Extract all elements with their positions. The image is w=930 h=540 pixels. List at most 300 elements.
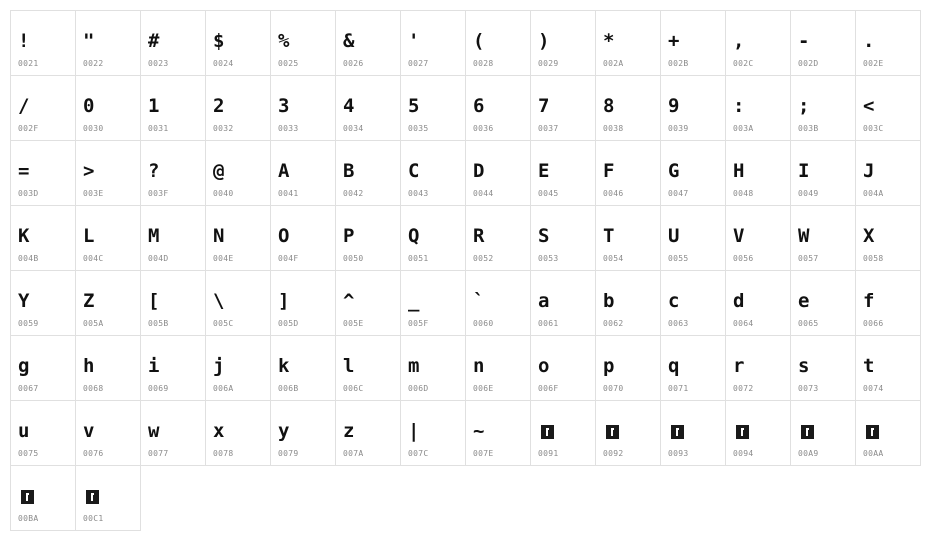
glyph-preview: ? bbox=[148, 160, 160, 182]
glyph-preview: e bbox=[798, 290, 810, 312]
glyph-code: 0079 bbox=[278, 449, 299, 458]
glyph-code: 002A bbox=[603, 59, 624, 68]
glyph-code: 0078 bbox=[213, 449, 234, 458]
glyph-cell[interactable] bbox=[595, 10, 661, 76]
glyph-code: 0069 bbox=[148, 384, 169, 393]
glyph-preview: Z bbox=[83, 290, 95, 312]
glyph-code: 0039 bbox=[668, 124, 689, 133]
glyph-code: 002C bbox=[733, 59, 754, 68]
glyph-preview: M bbox=[148, 225, 160, 247]
glyph-code: 002E bbox=[863, 59, 884, 68]
glyph-code: 0026 bbox=[343, 59, 364, 68]
glyph-code: 0029 bbox=[538, 59, 559, 68]
glyph-preview: 3 bbox=[278, 95, 290, 117]
glyph-preview: y bbox=[278, 420, 290, 442]
glyph-preview: < bbox=[863, 95, 875, 117]
glyph-cell[interactable] bbox=[530, 75, 596, 141]
glyph-preview: z bbox=[343, 420, 355, 442]
glyph-code: 0036 bbox=[473, 124, 494, 133]
glyph-code: 0043 bbox=[408, 189, 429, 198]
glyph-preview: s bbox=[798, 355, 810, 377]
glyph-cell[interactable] bbox=[75, 75, 141, 141]
glyph-preview: l bbox=[343, 355, 355, 377]
glyph-preview: | bbox=[408, 420, 420, 442]
glyph-code: 007A bbox=[343, 449, 364, 458]
glyph-cell[interactable] bbox=[465, 75, 531, 141]
glyph-grid bbox=[10, 10, 920, 530]
glyph-cell[interactable] bbox=[75, 335, 141, 401]
glyph-cell[interactable] bbox=[400, 400, 466, 466]
glyph-preview: G bbox=[668, 160, 680, 182]
glyph-cell[interactable] bbox=[335, 140, 401, 206]
glyph-code: 004A bbox=[863, 189, 884, 198]
glyph-cell[interactable] bbox=[10, 140, 76, 206]
glyph-code: 006F bbox=[538, 384, 559, 393]
glyph-cell[interactable] bbox=[400, 335, 466, 401]
glyph-code: 0073 bbox=[798, 384, 819, 393]
glyph-preview: P bbox=[343, 225, 355, 247]
glyph-preview: 2 bbox=[213, 95, 225, 117]
glyph-cell[interactable] bbox=[530, 335, 596, 401]
glyph-preview: R bbox=[473, 225, 485, 247]
missing-glyph-icon bbox=[21, 490, 34, 504]
glyph-code: 0060 bbox=[473, 319, 494, 328]
glyph-cell[interactable] bbox=[335, 335, 401, 401]
glyph-cell[interactable] bbox=[595, 75, 661, 141]
glyph-cell[interactable] bbox=[140, 75, 206, 141]
glyph-preview: X bbox=[863, 225, 875, 247]
glyph-cell[interactable] bbox=[465, 335, 531, 401]
glyph-cell[interactable] bbox=[205, 140, 271, 206]
glyph-code: 005B bbox=[148, 319, 169, 328]
glyph-cell[interactable] bbox=[75, 205, 141, 271]
glyph-preview: ( bbox=[473, 30, 485, 52]
glyph-code: 0035 bbox=[408, 124, 429, 133]
glyph-code: 0041 bbox=[278, 189, 299, 198]
glyph-code: 0056 bbox=[733, 254, 754, 263]
glyph-code: 0040 bbox=[213, 189, 234, 198]
glyph-code: 0071 bbox=[668, 384, 689, 393]
glyph-preview: W bbox=[798, 225, 810, 247]
glyph-cell[interactable] bbox=[725, 10, 791, 76]
glyph-code: 0050 bbox=[343, 254, 364, 263]
glyph-code: 0051 bbox=[408, 254, 429, 263]
glyph-cell[interactable] bbox=[400, 10, 466, 76]
glyph-preview: K bbox=[18, 225, 30, 247]
glyph-preview: t bbox=[863, 355, 875, 377]
glyph-preview: j bbox=[213, 355, 225, 377]
glyph-code: 004B bbox=[18, 254, 39, 263]
glyph-preview: 4 bbox=[343, 95, 355, 117]
glyph-cell[interactable] bbox=[140, 10, 206, 76]
glyph-cell[interactable] bbox=[725, 270, 791, 336]
glyph-code: 006A bbox=[213, 384, 234, 393]
glyph-preview: E bbox=[538, 160, 550, 182]
glyph-code: 0062 bbox=[603, 319, 624, 328]
glyph-code: 0067 bbox=[18, 384, 39, 393]
missing-glyph-icon bbox=[86, 490, 99, 504]
glyph-preview: a bbox=[538, 290, 550, 312]
glyph-preview: H bbox=[733, 160, 745, 182]
glyph-code: 003C bbox=[863, 124, 884, 133]
glyph-code: 007C bbox=[408, 449, 429, 458]
glyph-preview: d bbox=[733, 290, 745, 312]
glyph-code: 005F bbox=[408, 319, 429, 328]
glyph-preview: > bbox=[83, 160, 95, 182]
glyph-cell[interactable] bbox=[855, 75, 921, 141]
glyph-code: 0024 bbox=[213, 59, 234, 68]
glyph-code: 002B bbox=[668, 59, 689, 68]
glyph-cell[interactable] bbox=[75, 270, 141, 336]
missing-glyph-icon bbox=[866, 425, 879, 439]
glyph-code: 004F bbox=[278, 254, 299, 263]
glyph-preview: m bbox=[408, 355, 420, 377]
glyph-code: 0076 bbox=[83, 449, 104, 458]
glyph-cell[interactable] bbox=[270, 10, 336, 76]
glyph-preview: - bbox=[798, 30, 810, 52]
glyph-cell[interactable] bbox=[725, 140, 791, 206]
glyph-code: 0064 bbox=[733, 319, 754, 328]
glyph-preview: T bbox=[603, 225, 615, 247]
glyph-cell[interactable] bbox=[270, 270, 336, 336]
glyph-code: 006C bbox=[343, 384, 364, 393]
glyph-preview: ) bbox=[538, 30, 550, 52]
glyph-preview: / bbox=[18, 95, 30, 117]
glyph-preview: ~ bbox=[473, 420, 485, 442]
glyph-cell[interactable] bbox=[595, 270, 661, 336]
glyph-preview: \ bbox=[213, 290, 225, 312]
glyph-code: 0075 bbox=[18, 449, 39, 458]
glyph-code: 0027 bbox=[408, 59, 429, 68]
glyph-preview: L bbox=[83, 225, 95, 247]
glyph-preview: 6 bbox=[473, 95, 485, 117]
glyph-code: 0052 bbox=[473, 254, 494, 263]
glyph-cell[interactable] bbox=[335, 400, 401, 466]
glyph-cell[interactable] bbox=[140, 270, 206, 336]
glyph-code: 0033 bbox=[278, 124, 299, 133]
missing-glyph-icon bbox=[541, 425, 554, 439]
glyph-code: 0092 bbox=[603, 449, 624, 458]
glyph-preview: k bbox=[278, 355, 290, 377]
glyph-cell[interactable] bbox=[465, 140, 531, 206]
glyph-cell[interactable] bbox=[530, 400, 596, 466]
glyph-code: 0044 bbox=[473, 189, 494, 198]
missing-glyph-icon bbox=[671, 425, 684, 439]
glyph-preview: i bbox=[148, 355, 160, 377]
glyph-cell[interactable] bbox=[205, 335, 271, 401]
glyph-cell[interactable] bbox=[595, 400, 661, 466]
glyph-preview: U bbox=[668, 225, 680, 247]
missing-glyph-icon bbox=[606, 425, 619, 439]
glyph-preview: & bbox=[343, 30, 355, 52]
glyph-cell[interactable] bbox=[10, 75, 76, 141]
glyph-cell[interactable] bbox=[790, 205, 856, 271]
missing-glyph-icon bbox=[736, 425, 749, 439]
glyph-code: 003B bbox=[798, 124, 819, 133]
glyph-cell[interactable] bbox=[595, 205, 661, 271]
glyph-preview: b bbox=[603, 290, 615, 312]
glyph-code: 004C bbox=[83, 254, 104, 263]
glyph-code: 006E bbox=[473, 384, 494, 393]
glyph-code: 00AA bbox=[863, 449, 884, 458]
glyph-cell[interactable] bbox=[270, 205, 336, 271]
glyph-cell[interactable] bbox=[205, 75, 271, 141]
glyph-code: 0023 bbox=[148, 59, 169, 68]
glyph-cell[interactable] bbox=[530, 140, 596, 206]
glyph-preview: [ bbox=[148, 290, 160, 312]
glyph-cell[interactable] bbox=[660, 205, 726, 271]
glyph-cell[interactable] bbox=[10, 465, 76, 531]
glyph-cell[interactable] bbox=[140, 400, 206, 466]
glyph-code: 0049 bbox=[798, 189, 819, 198]
glyph-preview: v bbox=[83, 420, 95, 442]
glyph-preview: D bbox=[473, 160, 485, 182]
glyph-code: 0072 bbox=[733, 384, 754, 393]
glyph-cell[interactable] bbox=[270, 335, 336, 401]
glyph-code: 0028 bbox=[473, 59, 494, 68]
glyph-preview: % bbox=[278, 30, 290, 52]
glyph-cell[interactable] bbox=[75, 10, 141, 76]
glyph-preview: B bbox=[343, 160, 355, 182]
glyph-code: 0057 bbox=[798, 254, 819, 263]
glyph-cell[interactable] bbox=[660, 270, 726, 336]
glyph-code: 005C bbox=[213, 319, 234, 328]
glyph-preview: ' bbox=[408, 30, 420, 52]
glyph-code: 0031 bbox=[148, 124, 169, 133]
glyph-code: 0038 bbox=[603, 124, 624, 133]
glyph-code: 0032 bbox=[213, 124, 234, 133]
glyph-code: 0077 bbox=[148, 449, 169, 458]
glyph-code: 003D bbox=[18, 189, 39, 198]
glyph-preview: = bbox=[18, 160, 30, 182]
glyph-preview: O bbox=[278, 225, 290, 247]
glyph-code: 002D bbox=[798, 59, 819, 68]
glyph-cell[interactable] bbox=[530, 270, 596, 336]
glyph-code: 005A bbox=[83, 319, 104, 328]
glyph-cell[interactable] bbox=[855, 10, 921, 76]
glyph-cell[interactable] bbox=[205, 400, 271, 466]
glyph-code: 0093 bbox=[668, 449, 689, 458]
glyph-preview: + bbox=[668, 30, 680, 52]
glyph-cell[interactable] bbox=[465, 205, 531, 271]
glyph-preview: 9 bbox=[668, 95, 680, 117]
glyph-cell[interactable] bbox=[530, 10, 596, 76]
glyph-code: 0091 bbox=[538, 449, 559, 458]
glyph-code: 0046 bbox=[603, 189, 624, 198]
glyph-preview: r bbox=[733, 355, 745, 377]
glyph-code: 0059 bbox=[18, 319, 39, 328]
glyph-cell[interactable] bbox=[335, 205, 401, 271]
glyph-preview: C bbox=[408, 160, 420, 182]
glyph-preview: Y bbox=[18, 290, 30, 312]
glyph-code: 006B bbox=[278, 384, 299, 393]
glyph-code: 0065 bbox=[798, 319, 819, 328]
glyph-cell[interactable] bbox=[595, 335, 661, 401]
glyph-cell[interactable] bbox=[75, 465, 141, 531]
glyph-preview: g bbox=[18, 355, 30, 377]
glyph-preview: : bbox=[733, 95, 745, 117]
glyph-cell[interactable] bbox=[400, 270, 466, 336]
glyph-cell[interactable] bbox=[75, 400, 141, 466]
glyph-cell[interactable] bbox=[660, 335, 726, 401]
glyph-preview: u bbox=[18, 420, 30, 442]
glyph-cell[interactable] bbox=[400, 75, 466, 141]
glyph-code: 0053 bbox=[538, 254, 559, 263]
glyph-code: 0047 bbox=[668, 189, 689, 198]
glyph-cell[interactable] bbox=[790, 140, 856, 206]
glyph-preview: J bbox=[863, 160, 875, 182]
glyph-cell[interactable] bbox=[140, 140, 206, 206]
glyph-preview: ; bbox=[798, 95, 810, 117]
glyph-cell[interactable] bbox=[205, 205, 271, 271]
glyph-code: 0048 bbox=[733, 189, 754, 198]
glyph-cell[interactable] bbox=[335, 10, 401, 76]
glyph-code: 004D bbox=[148, 254, 169, 263]
glyph-preview: n bbox=[473, 355, 485, 377]
glyph-cell[interactable] bbox=[335, 270, 401, 336]
glyph-code: 0066 bbox=[863, 319, 884, 328]
glyph-code: 003F bbox=[148, 189, 169, 198]
glyph-cell[interactable] bbox=[140, 335, 206, 401]
glyph-preview: ! bbox=[18, 30, 30, 52]
glyph-code: 0070 bbox=[603, 384, 624, 393]
missing-glyph-icon bbox=[801, 425, 814, 439]
glyph-cell[interactable] bbox=[725, 400, 791, 466]
glyph-preview: f bbox=[863, 290, 875, 312]
glyph-preview: , bbox=[733, 30, 745, 52]
glyph-code: 005E bbox=[343, 319, 364, 328]
glyph-code: 0025 bbox=[278, 59, 299, 68]
glyph-preview: 1 bbox=[148, 95, 160, 117]
glyph-cell[interactable] bbox=[595, 140, 661, 206]
glyph-code: 003E bbox=[83, 189, 104, 198]
glyph-cell[interactable] bbox=[855, 140, 921, 206]
glyph-code: 006D bbox=[408, 384, 429, 393]
glyph-preview: S bbox=[538, 225, 550, 247]
glyph-cell[interactable] bbox=[10, 400, 76, 466]
glyph-code: 00A9 bbox=[798, 449, 819, 458]
glyph-code: 0074 bbox=[863, 384, 884, 393]
glyph-preview: . bbox=[863, 30, 875, 52]
glyph-cell[interactable] bbox=[400, 205, 466, 271]
glyph-preview: 0 bbox=[83, 95, 95, 117]
glyph-cell[interactable] bbox=[790, 270, 856, 336]
glyph-cell[interactable] bbox=[10, 335, 76, 401]
glyph-code: 00BA bbox=[18, 514, 39, 523]
glyph-preview: # bbox=[148, 30, 160, 52]
glyph-cell[interactable] bbox=[270, 400, 336, 466]
glyph-cell[interactable] bbox=[10, 10, 76, 76]
glyph-code: 002F bbox=[18, 124, 39, 133]
glyph-preview: A bbox=[278, 160, 290, 182]
glyph-code: 0094 bbox=[733, 449, 754, 458]
glyph-preview: N bbox=[213, 225, 225, 247]
glyph-cell[interactable] bbox=[660, 400, 726, 466]
glyph-cell[interactable] bbox=[75, 140, 141, 206]
glyph-preview: $ bbox=[213, 30, 225, 52]
glyph-cell[interactable] bbox=[725, 75, 791, 141]
glyph-code: 004E bbox=[213, 254, 234, 263]
glyph-cell[interactable] bbox=[270, 75, 336, 141]
glyph-preview: 7 bbox=[538, 95, 550, 117]
glyph-code: 0054 bbox=[603, 254, 624, 263]
glyph-cell[interactable] bbox=[400, 140, 466, 206]
glyph-cell[interactable] bbox=[530, 205, 596, 271]
glyph-cell[interactable] bbox=[660, 140, 726, 206]
glyph-preview: * bbox=[603, 30, 615, 52]
glyph-cell[interactable] bbox=[205, 270, 271, 336]
glyph-code: 0021 bbox=[18, 59, 39, 68]
glyph-cell[interactable] bbox=[140, 205, 206, 271]
glyph-code: 00C1 bbox=[83, 514, 104, 523]
glyph-cell[interactable] bbox=[855, 205, 921, 271]
glyph-preview: F bbox=[603, 160, 615, 182]
glyph-cell[interactable] bbox=[725, 335, 791, 401]
glyph-code: 005D bbox=[278, 319, 299, 328]
glyph-cell[interactable] bbox=[790, 335, 856, 401]
glyph-cell[interactable] bbox=[660, 10, 726, 76]
glyph-preview: _ bbox=[408, 290, 420, 312]
glyph-code: 0058 bbox=[863, 254, 884, 263]
glyph-cell[interactable] bbox=[465, 10, 531, 76]
glyph-cell[interactable] bbox=[10, 270, 76, 336]
glyph-cell[interactable] bbox=[205, 10, 271, 76]
glyph-cell[interactable] bbox=[790, 400, 856, 466]
glyph-preview: Q bbox=[408, 225, 420, 247]
glyph-code: 007E bbox=[473, 449, 494, 458]
glyph-code: 0022 bbox=[83, 59, 104, 68]
glyph-code: 0068 bbox=[83, 384, 104, 393]
glyph-preview: ` bbox=[473, 290, 485, 312]
glyph-code: 0037 bbox=[538, 124, 559, 133]
glyph-cell[interactable] bbox=[855, 270, 921, 336]
glyph-code: 0063 bbox=[668, 319, 689, 328]
glyph-cell[interactable] bbox=[660, 75, 726, 141]
glyph-preview: ] bbox=[278, 290, 290, 312]
glyph-code: 0045 bbox=[538, 189, 559, 198]
glyph-preview: 5 bbox=[408, 95, 420, 117]
glyph-cell[interactable] bbox=[725, 205, 791, 271]
glyph-preview: q bbox=[668, 355, 680, 377]
glyph-preview: I bbox=[798, 160, 810, 182]
glyph-preview: x bbox=[213, 420, 225, 442]
glyph-preview: 8 bbox=[603, 95, 615, 117]
glyph-preview: ^ bbox=[343, 290, 355, 312]
glyph-cell[interactable] bbox=[855, 400, 921, 466]
glyph-code: 0061 bbox=[538, 319, 559, 328]
glyph-preview: o bbox=[538, 355, 550, 377]
glyph-cell[interactable] bbox=[335, 75, 401, 141]
glyph-cell[interactable] bbox=[270, 140, 336, 206]
glyph-preview: V bbox=[733, 225, 745, 247]
glyph-cell[interactable] bbox=[790, 10, 856, 76]
glyph-cell[interactable] bbox=[465, 400, 531, 466]
glyph-code: 003A bbox=[733, 124, 754, 133]
glyph-preview: w bbox=[148, 420, 160, 442]
glyph-code: 0042 bbox=[343, 189, 364, 198]
glyph-cell[interactable] bbox=[10, 205, 76, 271]
glyph-preview: h bbox=[83, 355, 95, 377]
glyph-cell[interactable] bbox=[465, 270, 531, 336]
glyph-preview: " bbox=[83, 30, 95, 52]
glyph-code: 0030 bbox=[83, 124, 104, 133]
glyph-preview: c bbox=[668, 290, 680, 312]
glyph-preview: p bbox=[603, 355, 615, 377]
glyph-cell[interactable] bbox=[855, 335, 921, 401]
glyph-cell[interactable] bbox=[790, 75, 856, 141]
glyph-code: 0034 bbox=[343, 124, 364, 133]
glyph-preview: @ bbox=[213, 160, 225, 182]
